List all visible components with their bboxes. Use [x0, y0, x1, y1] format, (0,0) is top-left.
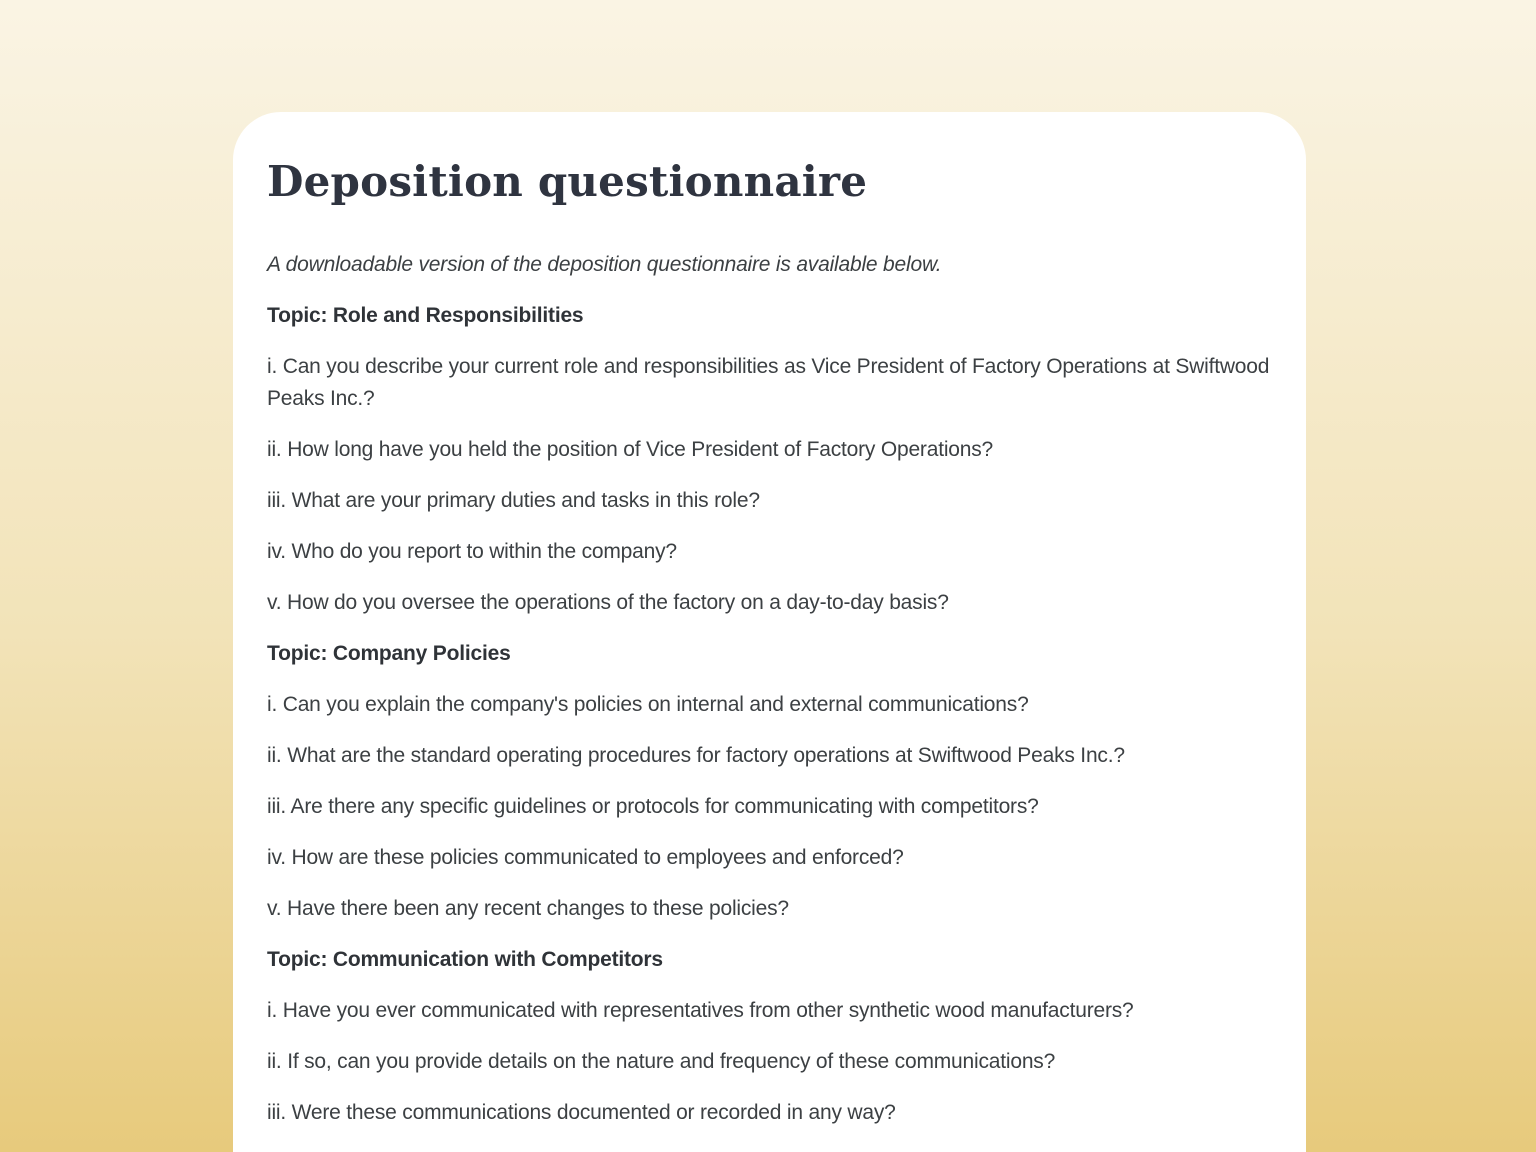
question-item: ii. If so, can you provide details on the nature and frequency of these communications?	[267, 1049, 1056, 1073]
page-title: Deposition questionnaire	[267, 157, 868, 206]
question-item: iv. How are these policies communicated to employees and enforced?	[267, 845, 904, 869]
intro-note: A downloadable version of the deposition questionnaire is available below.	[267, 252, 942, 276]
question-item: ii. What are the standard operating procedures for factory operations at Swiftwood Peaks Inc.?	[267, 743, 1125, 767]
question-item: ii. How long have you held the position of Vice President of Factory Operations?	[267, 437, 994, 461]
question-item: i. Can you describe your current role and responsibilities as Vice President of Factory Operations at Swiftwood Peaks Inc.?	[267, 354, 1270, 410]
question-item: i. Have you ever communicated with representatives from other synthetic wood manufacturers?	[267, 998, 1134, 1022]
question-item: iii. What are your primary duties and tasks in this role?	[267, 488, 760, 512]
topic-heading-role-and-responsibilities: Topic: Role and Responsibilities	[267, 303, 584, 327]
question-item: iii. Are there any specific guidelines or protocols for communicating with competitors?	[267, 794, 1039, 818]
question-item: v. How do you oversee the operations of the factory on a day-to-day basis?	[267, 590, 949, 614]
question-item: iii. Were these communications documented or recorded in any way?	[267, 1100, 896, 1124]
topic-heading-communication-with-competitors: Topic: Communication with Competitors	[267, 947, 663, 971]
question-item: v. Have there been any recent changes to these policies?	[267, 896, 789, 920]
topic-heading-company-policies: Topic: Company Policies	[267, 641, 511, 665]
document-card	[233, 112, 1306, 1152]
question-item: iv. Who do you report to within the company?	[267, 539, 677, 563]
question-item: i. Can you explain the company's policies on internal and external communications?	[267, 692, 1029, 716]
